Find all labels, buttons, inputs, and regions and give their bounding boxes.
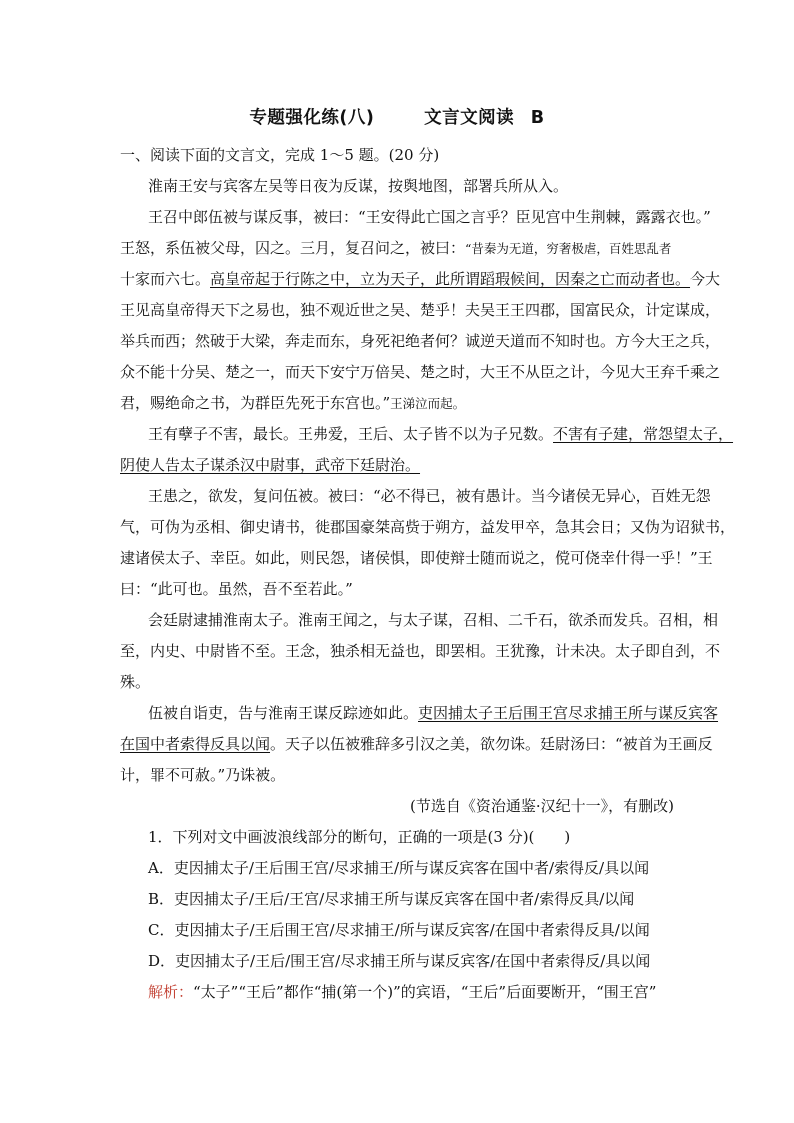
passage-paragraph-4-line: 曰：“此可也。虽然，吾不至若此。” xyxy=(120,580,353,598)
text-span: 伍被自诣吏，告与淮南王谋反踪迹如此。 xyxy=(148,704,419,722)
source-citation: (节选自《资治通鉴·汉纪十一》，有删改) xyxy=(410,797,674,815)
page-title: 专题强化练(八) 文言文阅读 B xyxy=(249,108,545,128)
analysis-label: 解析： xyxy=(148,983,194,1001)
question-1-option-c: C．吏因捕太子/王后围王宫/尽求捕王/所与谋反宾客/在国中者索得反具/以闻 xyxy=(148,921,650,939)
text-span: 。天子以伍被雅辞多引汉之美，欲勿诛。廷尉汤曰：“被首为王画反 xyxy=(270,735,713,753)
question-1-option-b: B．吏因捕太子/王后/王宫/尽求捕王所与谋反宾客在国中者/索得反具/以闻 xyxy=(148,890,635,908)
passage-paragraph-4-line: 王患之，欲发，复问伍被。被曰：“必不得已，被有愚计。当今诸侯无异心，百姓无怨 xyxy=(148,487,711,505)
passage-paragraph-5-line: 会廷尉逮捕淮南太子。淮南王闻之，与太子谋，召相、二千石，欲杀而发兵。召相，相 xyxy=(148,611,719,629)
passage-paragraph-4-line: 气，可伪为丞相、御史请书，徙郡国豪桀高赀于朔方，益发甲卒，急其会日；又伪为诏狱书， xyxy=(120,518,736,536)
passage-paragraph-2-line xyxy=(120,264,721,295)
instruction: 一、阅读下面的文言文，完成 1～5 题。(20 分) xyxy=(120,146,440,164)
document-body xyxy=(120,140,736,1008)
underlined-sentence: 不害有子建，常怨望太子， xyxy=(553,425,734,443)
question-1-option-d: D．吏因捕太子/王后/围王宫/尽求捕王所与谋反宾客/在国中者索得反/具以闻 xyxy=(148,952,651,970)
passage-paragraph-2-line xyxy=(120,233,680,264)
question-1-option-a: A．吏因捕太子/王后围王宫/尽求捕王/所与谋反宾客在国中者/索得反/具以闻 xyxy=(148,859,650,877)
text-span: 王涕泣而起。 xyxy=(390,396,466,411)
passage-paragraph-2-line xyxy=(120,388,680,419)
text-span: 君，赐绝命之书，为群臣先死于东宫也。” xyxy=(120,394,391,412)
question-1-stem: 1．下列对文中画波浪线部分的断句，正确的一项是(3 分)( ) xyxy=(148,828,571,846)
text-span: “昔秦为无道，穷奢极虐，百姓思乱者 xyxy=(465,241,672,256)
text-span: 王有孽子不害，最长。王弗爱，王后、太子皆不以为子兄数。 xyxy=(148,425,554,443)
passage-paragraph-2-line: 举兵而西；然破于大梁，奔走而东，身死祀绝者何？诚逆天道而不知时也。方今大王之兵， xyxy=(120,332,721,350)
wavy-underlined-sentence: 吏因捕太子王后围王宫尽求捕王所与谋反宾客 xyxy=(418,704,719,722)
underlined-sentence: 阴使人告太子谋杀汉中尉事，武帝下廷尉治。 xyxy=(120,456,421,474)
passage-paragraph-6-line xyxy=(120,729,713,760)
text-span: 王怒，系伍被父母，囚之。三月，复召问之，被曰： xyxy=(120,239,466,257)
passage-paragraph-2-line: 王召中郎伍被与谋反事，被曰：“王安得此亡国之言乎？臣见宫中生荆棘，露露衣也。” xyxy=(148,208,711,226)
underlined-sentence: 高皇帝起于行陈之中，立为天子，此所谓蹈瑕候间，因秦之亡而动者也。 xyxy=(210,270,691,288)
passage-paragraph-4-line: 逮诸侯太子、幸臣。如此，则民怨，诸侯惧，即使辩士随而说之，傥可侥幸什得一乎！”王 xyxy=(120,549,713,567)
passage-paragraph-6-line: 计，罪不可赦。”乃诛被。 xyxy=(120,766,286,784)
passage-paragraph-1: 淮南王安与宾客左吴等日夜为反谋，按舆地图，部署兵所从入。 xyxy=(148,177,569,195)
text-span: 今大 xyxy=(690,270,721,288)
passage-paragraph-5-line: 至，内史、中尉皆不至。王念，独杀相无益也，即罢相。王犹豫，计未决。太子即自刭，不 xyxy=(120,642,721,660)
question-1-analysis xyxy=(120,977,680,1008)
passage-paragraph-5-line: 殊。 xyxy=(120,673,151,691)
text-span: 十家而六七。 xyxy=(120,270,211,288)
passage-paragraph-2-line: 王见高皇帝得天下之易也，独不观近世之吴、楚乎！夫吴王王四郡，国富民众，计定谋成， xyxy=(120,301,721,319)
passage-paragraph-2-line: 众不能十分吴、楚之一，而天下安宁万倍吴、楚之时，大王不从臣之计，今见大王弃千乘之 xyxy=(120,363,721,381)
passage-paragraph-6-line xyxy=(120,698,719,729)
analysis-text: “太子”“王后”都作“捕(第一个)”的宾语，“王后”后面要断开，“围王宫” xyxy=(193,983,657,1001)
wavy-underlined-sentence: 在国中者索得反具以闻 xyxy=(120,735,271,753)
passage-paragraph-3-line xyxy=(120,419,734,450)
passage-paragraph-3-line xyxy=(120,450,680,481)
